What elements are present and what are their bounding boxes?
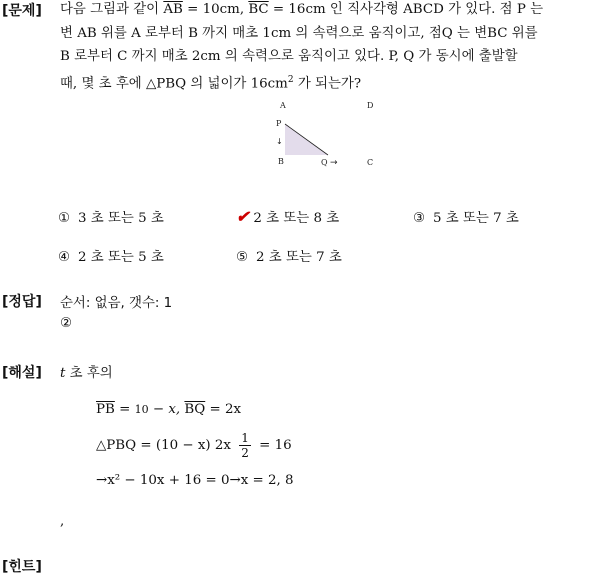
question-line-3: B 로부터 C 까지 매초 2cm 의 속력으로 움직이고 있다. P, Q 가 동시에 출발할 bbox=[60, 49, 518, 64]
question-line-1: 다음 그림과 같이 $\overline{AB} = 10cm$, $\overline{BC} = 16cm$ 인 직사각형 ABCD 가 있다. 점 P 는 bbox=[60, 2, 544, 17]
equation-3: →x² − 10x + 16 = 0→x = 2, 8 bbox=[96, 473, 294, 488]
segment-bc: $\overline{BC}$ bbox=[248, 2, 269, 17]
rectangle-diagram bbox=[268, 98, 384, 172]
label-b: B bbox=[278, 157, 284, 166]
label-c: C bbox=[367, 158, 374, 167]
question-text bbox=[60, 0, 588, 95]
label-q: Q bbox=[321, 158, 328, 167]
option-1[interactable]: ① 3 초 또는 5 초 bbox=[58, 211, 164, 226]
label-d: D bbox=[367, 101, 374, 110]
option-5[interactable]: ⑤ 2 초 또는 7 초 bbox=[236, 250, 342, 265]
answer-value: ② bbox=[60, 316, 73, 331]
question-line-4: 때, 몇 초 후에 △PBQ 의 넓이가 $16cm^2$ 가 되는가? bbox=[60, 74, 362, 91]
solution-intro: t 초 후의 bbox=[60, 366, 113, 381]
equation-1: $\overline{PB} = 10 - x$, $\overline{BQ} = 2x$ bbox=[96, 402, 242, 417]
label-p: P bbox=[276, 119, 282, 128]
answer-label: [정답] bbox=[2, 294, 42, 310]
option-3[interactable]: ③ 5 초 또는 7 초 bbox=[413, 211, 519, 226]
arrow-down: ↓ bbox=[276, 137, 283, 146]
answer-meta: 순서: 없음, 갯수: 1 bbox=[60, 296, 173, 311]
equation-2: △PBQ = (10 − x) 2x $\frac{1}{2}$ = 16 bbox=[96, 431, 292, 460]
label-a: A bbox=[280, 101, 286, 110]
fraction-half: $\frac{1}{2}$ bbox=[241, 431, 249, 460]
check-mark-icon: ✔ bbox=[236, 207, 250, 226]
segment-ab: $\overline{AB}$ bbox=[163, 2, 183, 17]
solution-trailing: , bbox=[60, 514, 65, 529]
option-4[interactable]: ④ 2 초 또는 5 초 bbox=[58, 250, 164, 265]
hint-label: [힌트] bbox=[2, 559, 42, 575]
question-label: [문제] bbox=[2, 3, 42, 19]
question-line-2: 변 AB 위를 A 로부터 B 까지 매초 1cm 의 속력으로 움직이고, 점Q 는 변BC 위를 bbox=[60, 25, 538, 41]
option-2[interactable]: ✔ 2 초 또는 8 초 bbox=[236, 207, 340, 226]
arrow-right: → bbox=[330, 158, 338, 168]
explanation-label: [해설] bbox=[2, 365, 42, 381]
